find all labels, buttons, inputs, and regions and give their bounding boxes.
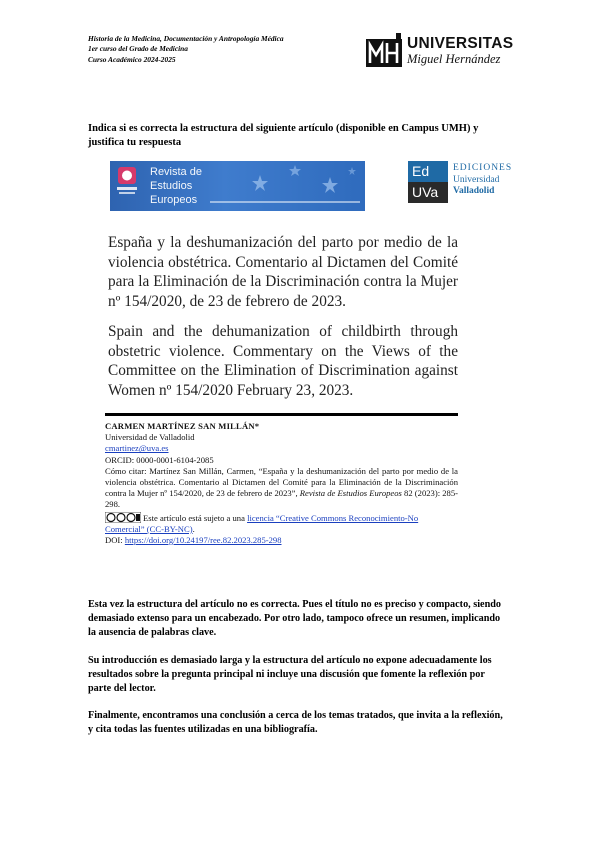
course-header	[88, 34, 284, 65]
author-name: CARMEN MARTÍNEZ SAN MILLÁN*	[105, 421, 260, 431]
license-line	[105, 512, 458, 535]
doi-link[interactable]: https://doi.org/10.24197/ree.82.2023.285-298	[124, 535, 282, 546]
license-end: .	[192, 523, 195, 534]
ediciones-box-bottom: UVa	[408, 182, 448, 203]
author-block	[105, 421, 458, 546]
doi-label: DOI:	[105, 535, 123, 546]
ediciones-uva-box	[408, 161, 448, 203]
ediciones-box-top: Ed	[408, 161, 448, 182]
journal-title	[150, 165, 202, 207]
course-line-degree: 1er curso del Grado de Medicina	[88, 44, 188, 54]
journal-emblem-icon	[116, 166, 138, 196]
citation-text: Cómo citar: Martínez San Millán, Carmen, “España y la deshumanización del parto por medio de la violencia obstétrica. Comentario al Dictamen del Comité para la Eliminación de la Discriminación contra la Mujer nº 154/2020, de 23 de febrero de 2023”,	[105, 465, 458, 499]
title-divider	[105, 413, 458, 416]
journal-title-line: Estudios	[150, 180, 193, 192]
task-statement: Indica si es correcta la estructura del siguiente artículo (disponible en Campus UMH) y justifica tu respuesta	[88, 123, 479, 148]
umh-logo	[366, 33, 514, 71]
journal-banner	[110, 161, 365, 211]
ediciones-uva-text	[453, 163, 512, 198]
citation	[105, 466, 458, 511]
journal-title-line: Europeos	[150, 194, 198, 206]
citation-journal: Revista de Estudios Europeos	[299, 488, 402, 499]
creative-commons-icon	[105, 512, 141, 523]
ediciones-line: Universidad	[453, 174, 500, 185]
citation-volume: 82 (2023): 285-298.	[105, 488, 458, 510]
journal-title-line: Revista de	[150, 166, 202, 178]
doi-line	[105, 535, 458, 546]
eu-stars-icon	[220, 161, 365, 211]
author-email-link[interactable]: cmartinez@uva.es	[105, 443, 169, 454]
article-title-es: España y la deshumanización del parto por medio de la violencia obstétrica. Comentario al Dictamen del Comité para la Eliminación de la Discriminación contra la Mujer nº 154/2020, de 23 de febrero de 2023.	[108, 234, 458, 310]
author-affiliation: Universidad de Valladolid	[105, 432, 195, 443]
ediciones-line: EDICIONES	[453, 163, 513, 173]
journal-banner-fineprint	[210, 201, 360, 203]
ediciones-uva-logo	[408, 161, 513, 203]
course-line-subject: Historia de la Medicina, Documentación y Antropología Médica	[88, 34, 284, 43]
answer-paragraph-conclusion: Finalmente, encontramos una conclusión a cerca de los temas tratados, que invita a la reflexión, y cita todas las fuentes utilizadas en una bibliografía.	[88, 710, 503, 736]
umh-mark-icon	[366, 33, 402, 67]
article-screenshot	[98, 155, 513, 575]
answer-paragraph-structure: Esta vez la estructura del artículo no es correcta. Pues el título no es preciso y compacto, siendo demasiado extenso para un encabezado. Por otro lado, tampoco ofrece un resumen, implicando la ausencia de palabras clave.	[88, 599, 501, 639]
article-title-en: Spain and the dehumanization of childbirth through obstetric violence. Commentary on the Views of the Committee on the Elimination of Discrimination against Women nº 154/2020 February 23, 2023.	[108, 323, 458, 399]
license-link[interactable]: licencia “Creative Commons Reconocimiento-No Comercial” (CC-BY-NC)	[105, 512, 419, 534]
ediciones-line: Valladolid	[453, 186, 495, 196]
answer-paragraph-introduction: Su introducción es demasiado larga y la estructura del artículo no expone adecuadamente los resultados sobre la pregunta principal ni incluye una discusión que fomente la reflexión por parte del lector.	[88, 655, 492, 695]
license-text: Este artículo está sujeto a una	[143, 512, 245, 523]
umh-logo-subtitle: Miguel Hernández	[407, 52, 501, 66]
author-orcid: ORCID: 0000-0001-6104-2085	[105, 454, 214, 465]
course-line-year: Curso Académico 2024-2025	[88, 54, 176, 64]
umh-logo-name: UNIVERSITAS	[407, 35, 514, 52]
